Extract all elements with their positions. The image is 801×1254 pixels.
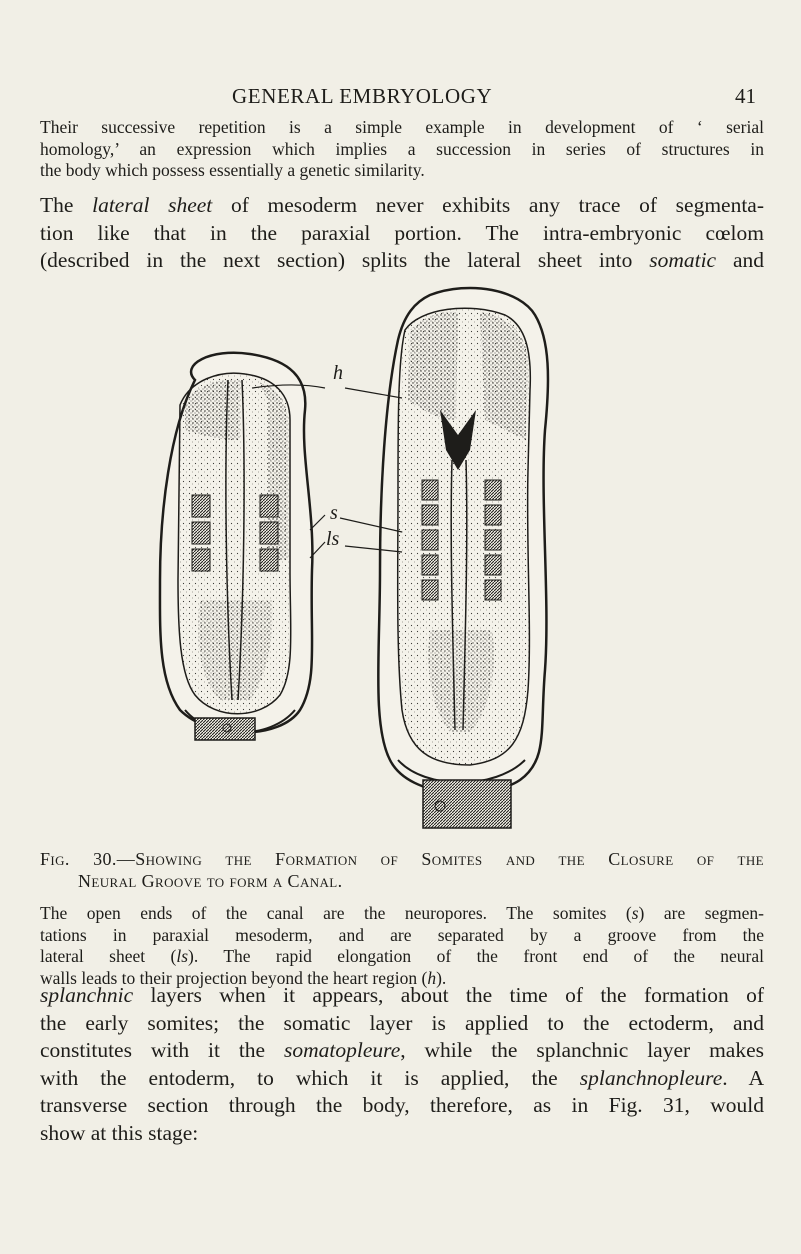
paragraph-serial-homology xyxy=(40,117,764,182)
text-line: (described in the next section) splits the lateral sheet into somatic and xyxy=(40,248,764,272)
paragraph-splanchnic-layers xyxy=(40,982,764,1147)
text-line: homology,’ an expression which implies a succession in series of structures in xyxy=(40,138,764,159)
text-line: transverse section through the body, therefore, as in Fig. 31, would xyxy=(40,1093,764,1117)
text-line: tations in paraxial mesoderm, and are separated by a groove from the xyxy=(40,924,764,945)
text-line: with the entoderm, to which it is applied, the splanchnopleure. A xyxy=(40,1065,764,1090)
italic-term: splanchnopleure xyxy=(579,1065,723,1090)
italic-term: splanchnic xyxy=(40,983,134,1007)
caption-line: Fig. 30.—Showing the Formation of Somites and the Closure of the xyxy=(40,849,764,869)
text-line: constitutes with it the somatopleure, while the splanchnic layer makes xyxy=(40,1038,764,1062)
text-line: walls leads to their projection beyond the heart region (h). xyxy=(40,967,447,988)
figure-30-embryo-illustration xyxy=(140,270,580,840)
text-line: splanchnic layers when it appears, about the time of the formation of xyxy=(40,983,764,1007)
figure-label-ls: ls xyxy=(326,528,340,550)
text-line: the body which possess essentially a genetic similarity. xyxy=(40,160,425,180)
italic-term: somatopleure xyxy=(284,1038,401,1062)
italic-term: somatic xyxy=(649,248,717,272)
page-header xyxy=(0,84,801,112)
running-head: GENERAL EMBRYOLOGY xyxy=(232,84,493,108)
left-embryo xyxy=(160,353,312,740)
text-line: The open ends of the canal are the neuropores. The somites (s) are segmen- xyxy=(40,903,765,923)
right-embryo xyxy=(378,288,548,828)
figure-caption-title xyxy=(40,848,764,892)
figure-caption-body xyxy=(40,903,764,989)
text-line: show at this stage: xyxy=(40,1120,199,1145)
text-line: The lateral sheet of mesoderm never exhibits any trace of segmenta- xyxy=(40,193,765,217)
figure-label-h: h xyxy=(333,362,343,384)
text-line: tion like that in the paraxial portion. The intra-embryonic cœlom xyxy=(40,220,764,245)
italic-term: lateral sheet xyxy=(92,193,213,217)
text-line: Their successive repetition is a simple example in development of ‘ serial xyxy=(40,117,764,137)
text-line: lateral sheet (ls). The rapid elongation of the front end of the neural xyxy=(40,946,764,966)
text-line: the early somites; the somatic layer is applied to the ectoderm, and xyxy=(40,1010,764,1035)
paragraph-lateral-sheet xyxy=(40,192,764,275)
embryo-drawing xyxy=(140,270,580,840)
figure-label-s: s xyxy=(330,502,338,524)
caption-line: Neural Groove to form a Canal. xyxy=(78,871,343,891)
page-number: 41 xyxy=(735,84,756,108)
